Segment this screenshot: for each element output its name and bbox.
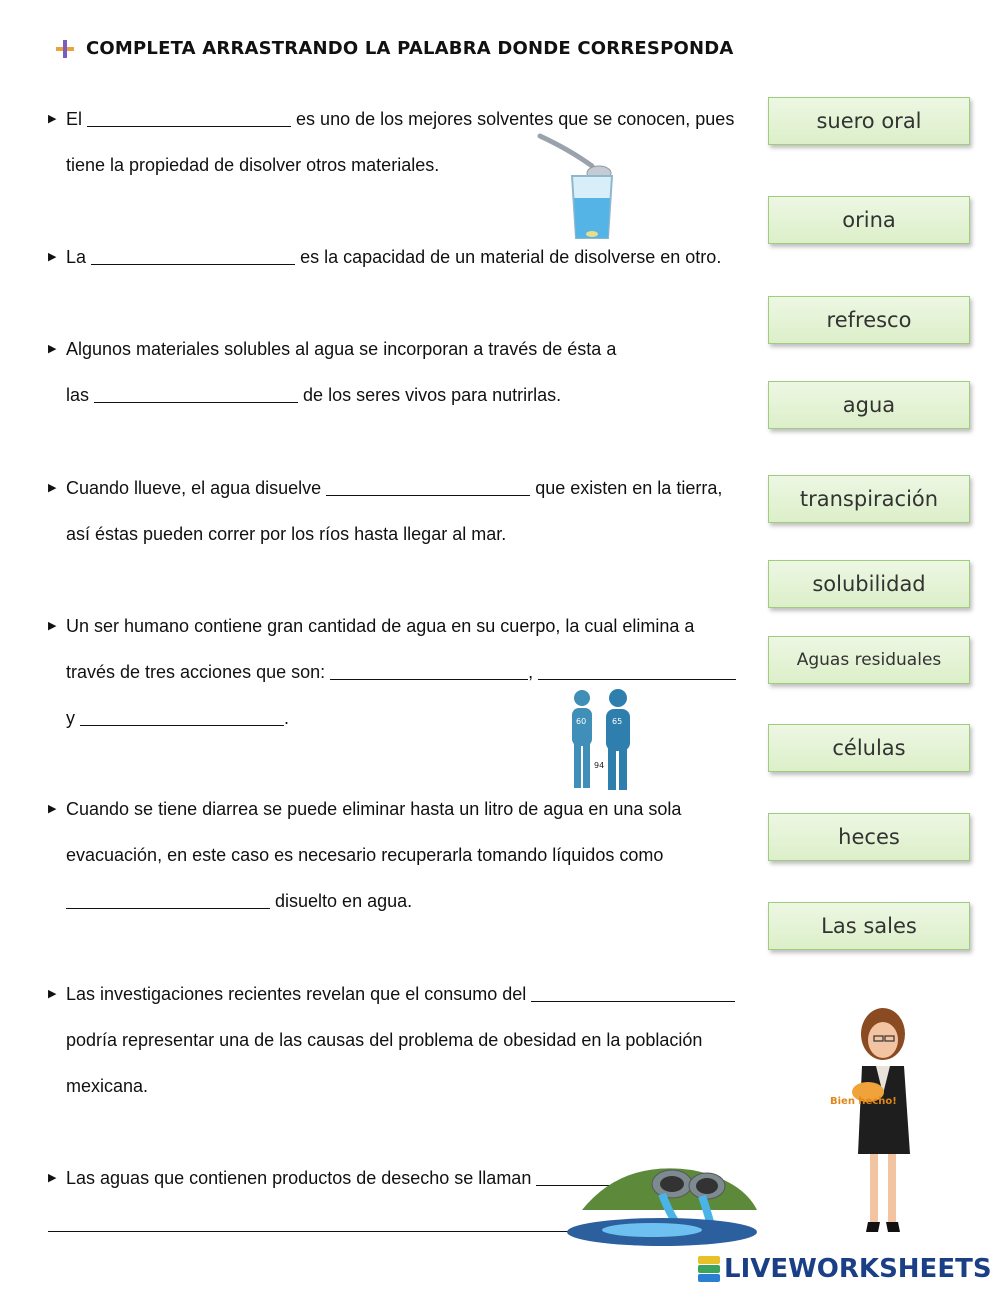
- body-water-illustration: [562, 688, 644, 792]
- word-card-las-sales[interactable]: Las sales: [768, 902, 970, 950]
- answer-blank-5b[interactable]: [538, 661, 736, 680]
- question-3: ▶ Algunos materiales solubles al agua se incorporan a través de ésta a las de los seres vivos para nutrirlas.: [48, 339, 617, 405]
- word-card-celulas[interactable]: células: [768, 724, 970, 772]
- question-2: ▶ La es la capacidad de un material de disolverse en otro.: [48, 247, 722, 267]
- answer-blank-8-cont[interactable]: [48, 1213, 568, 1232]
- word-card-solubilidad[interactable]: solubilidad: [768, 560, 970, 608]
- glass-spoon-illustration: [530, 130, 620, 242]
- word-card-aguas-residuales[interactable]: Aguas residuales: [768, 636, 970, 684]
- question-7: ▶ Las investigaciones recientes revelan que el consumo del podría representar una de las causas del problema de obesidad en la población mexicana.: [48, 971, 748, 1109]
- title-text: COMPLETA ARRASTRANDO LA PALABRA DONDE CORRESPONDA: [86, 38, 734, 59]
- answer-blank-1[interactable]: [87, 108, 291, 127]
- wastewater-illustration: [562, 1150, 762, 1250]
- question-8: ▶ Las aguas que contienen productos de desecho se llaman: [48, 1155, 748, 1247]
- liveworksheets-logo: [698, 1254, 992, 1284]
- answer-blank-3[interactable]: [94, 384, 298, 403]
- brand-name: LIVEWORKSHEETS: [724, 1254, 992, 1284]
- question-4: ▶ Cuando llueve, el agua disuelve que existen en la tierra, así éstas pueden correr por los ríos hasta llegar al mar.: [48, 478, 723, 544]
- plus-icon: [56, 40, 74, 58]
- body-label-1: 60: [576, 717, 587, 726]
- logo-icon: [698, 1256, 720, 1282]
- answer-blank-7[interactable]: [531, 983, 735, 1002]
- body-label-2: 65: [612, 717, 623, 726]
- word-card-agua[interactable]: agua: [768, 381, 970, 429]
- answer-blank-2[interactable]: [91, 246, 295, 265]
- word-card-transpiracion[interactable]: transpiración: [768, 475, 970, 523]
- page-title: [56, 38, 734, 59]
- answer-blank-5a[interactable]: [330, 661, 528, 680]
- question-5: ▶ Un ser humano contiene gran cantidad de agua en su cuerpo, la cual elimina a través de tres acciones que son: , y .: [48, 603, 748, 741]
- word-card-heces[interactable]: heces: [768, 813, 970, 861]
- body-label-3: 94: [594, 761, 605, 770]
- word-card-refresco[interactable]: refresco: [768, 296, 970, 344]
- question-1: ▶ El es uno de los mejores solventes que se conocen, pues tiene la propiedad de disolver otros materiales.: [48, 109, 735, 175]
- mascot-badge-text: Bien hecho!: [830, 1096, 897, 1107]
- answer-blank-6[interactable]: [66, 890, 270, 909]
- word-card-suero-oral[interactable]: suero oral: [768, 97, 970, 145]
- answer-blank-5c[interactable]: [80, 707, 284, 726]
- mascot-illustration: [828, 1004, 928, 1236]
- answer-blank-4[interactable]: [326, 477, 530, 496]
- word-card-orina[interactable]: orina: [768, 196, 970, 244]
- question-6: ▶ Cuando se tiene diarrea se puede eliminar hasta un litro de agua en una sola evacuación, en este caso es necesario recuperarla tomando líquidos como disuelto en agua.: [48, 799, 682, 911]
